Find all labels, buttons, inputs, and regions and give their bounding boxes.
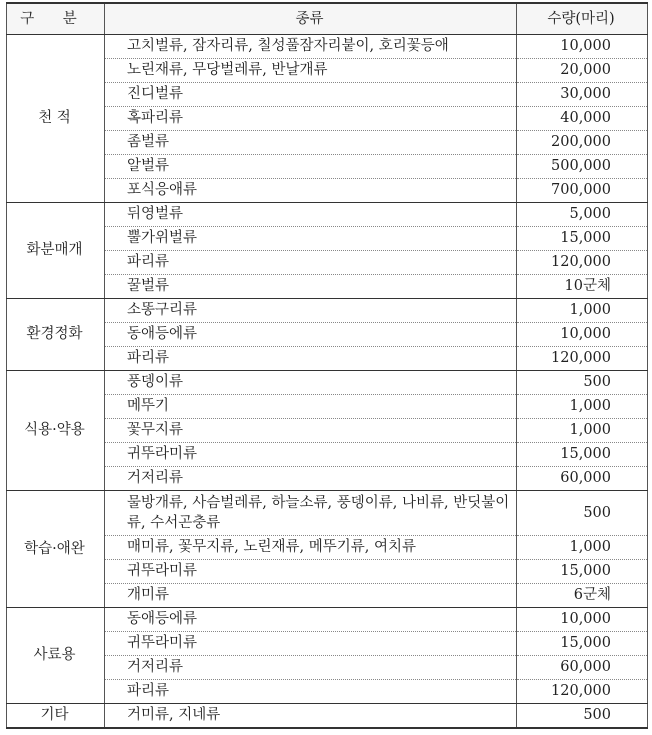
kind-cell: 귀뚜라미류 [105, 560, 517, 584]
category-cell: 환경정화 [7, 299, 105, 371]
kind-cell: 뒤영벌류 [105, 203, 517, 227]
kind-cell: 알벌류 [105, 155, 517, 179]
kind-cell: 꽃무지류 [105, 419, 517, 443]
quantity-cell: 500,000 [517, 155, 648, 179]
kind-cell: 거저리류 [105, 656, 517, 680]
quantity-cell: 700,000 [517, 179, 648, 203]
quantity-cell: 15,000 [517, 443, 648, 467]
quantity-cell: 60,000 [517, 656, 648, 680]
quantity-cell: 20,000 [517, 59, 648, 83]
insect-quantity-table [6, 2, 648, 729]
kind-cell: 노린재류, 무당벌레류, 반날개류 [105, 59, 517, 83]
table-row [7, 704, 648, 729]
kind-cell: 매미류, 꽃무지류, 노린재류, 메뚜기류, 여치류 [105, 536, 517, 560]
kind-cell: 거미류, 지네류 [105, 704, 517, 729]
kind-cell: 뿔가위벌류 [105, 227, 517, 251]
quantity-cell: 200,000 [517, 131, 648, 155]
category-cell: 기타 [7, 704, 105, 729]
quantity-cell: 15,000 [517, 227, 648, 251]
header-kind: 종류 [105, 3, 517, 35]
quantity-cell: 500 [517, 704, 648, 729]
kind-cell: 파리류 [105, 347, 517, 371]
quantity-cell: 1,000 [517, 536, 648, 560]
kind-cell: 파리류 [105, 680, 517, 704]
quantity-cell: 15,000 [517, 632, 648, 656]
quantity-cell: 30,000 [517, 83, 648, 107]
kind-cell: 개미류 [105, 584, 517, 608]
kind-cell: 소똥구리류 [105, 299, 517, 323]
kind-cell: 거저리류 [105, 467, 517, 491]
kind-cell: 귀뚜라미류 [105, 443, 517, 467]
kind-cell: 좀벌류 [105, 131, 517, 155]
kind-cell: 고치벌류, 잠자리류, 칠성풀잠자리붙이, 호리꽃등애 [105, 35, 517, 59]
quantity-cell: 60,000 [517, 467, 648, 491]
category-cell: 학습·애완 [7, 491, 105, 608]
table-row [7, 35, 648, 59]
kind-cell: 진디벌류 [105, 83, 517, 107]
kind-cell: 포식응애류 [105, 179, 517, 203]
quantity-cell: 15,000 [517, 560, 648, 584]
kind-cell: 풍뎅이류 [105, 371, 517, 395]
category-cell: 천 적 [7, 35, 105, 203]
kind-cell: 혹파리류 [105, 107, 517, 131]
table-row [7, 371, 648, 395]
kind-cell: 꿀벌류 [105, 275, 517, 299]
quantity-cell: 500 [517, 371, 648, 395]
header-category: 구 분 [7, 3, 105, 35]
kind-cell: 메뚜기 [105, 395, 517, 419]
insect-quantity-table-container [6, 2, 647, 729]
quantity-cell: 40,000 [517, 107, 648, 131]
kind-cell: 동애등에류 [105, 608, 517, 632]
table-row [7, 203, 648, 227]
table-row [7, 608, 648, 632]
category-cell: 사료용 [7, 608, 105, 704]
kind-cell: 귀뚜라미류 [105, 632, 517, 656]
quantity-cell: 1,000 [517, 395, 648, 419]
quantity-cell: 1,000 [517, 299, 648, 323]
kind-cell: 파리류 [105, 251, 517, 275]
header-row [7, 3, 648, 35]
quantity-cell: 500 [517, 491, 648, 536]
table-body [7, 35, 648, 729]
quantity-cell: 120,000 [517, 347, 648, 371]
quantity-cell: 6군체 [517, 584, 648, 608]
kind-cell: 동애등에류 [105, 323, 517, 347]
category-cell: 화분매개 [7, 203, 105, 299]
quantity-cell: 1,000 [517, 419, 648, 443]
table-row [7, 491, 648, 536]
quantity-cell: 120,000 [517, 251, 648, 275]
quantity-cell: 10,000 [517, 323, 648, 347]
quantity-cell: 120,000 [517, 680, 648, 704]
table-row [7, 299, 648, 323]
category-cell: 식용·약용 [7, 371, 105, 491]
quantity-cell: 10군체 [517, 275, 648, 299]
kind-cell: 물방개류, 사슴벌레류, 하늘소류, 풍뎅이류, 나비류, 반딧불이류, 수서곤충류 [105, 491, 517, 536]
quantity-cell: 10,000 [517, 608, 648, 632]
quantity-cell: 5,000 [517, 203, 648, 227]
quantity-cell: 10,000 [517, 35, 648, 59]
header-quantity: 수량(마리) [517, 3, 648, 35]
